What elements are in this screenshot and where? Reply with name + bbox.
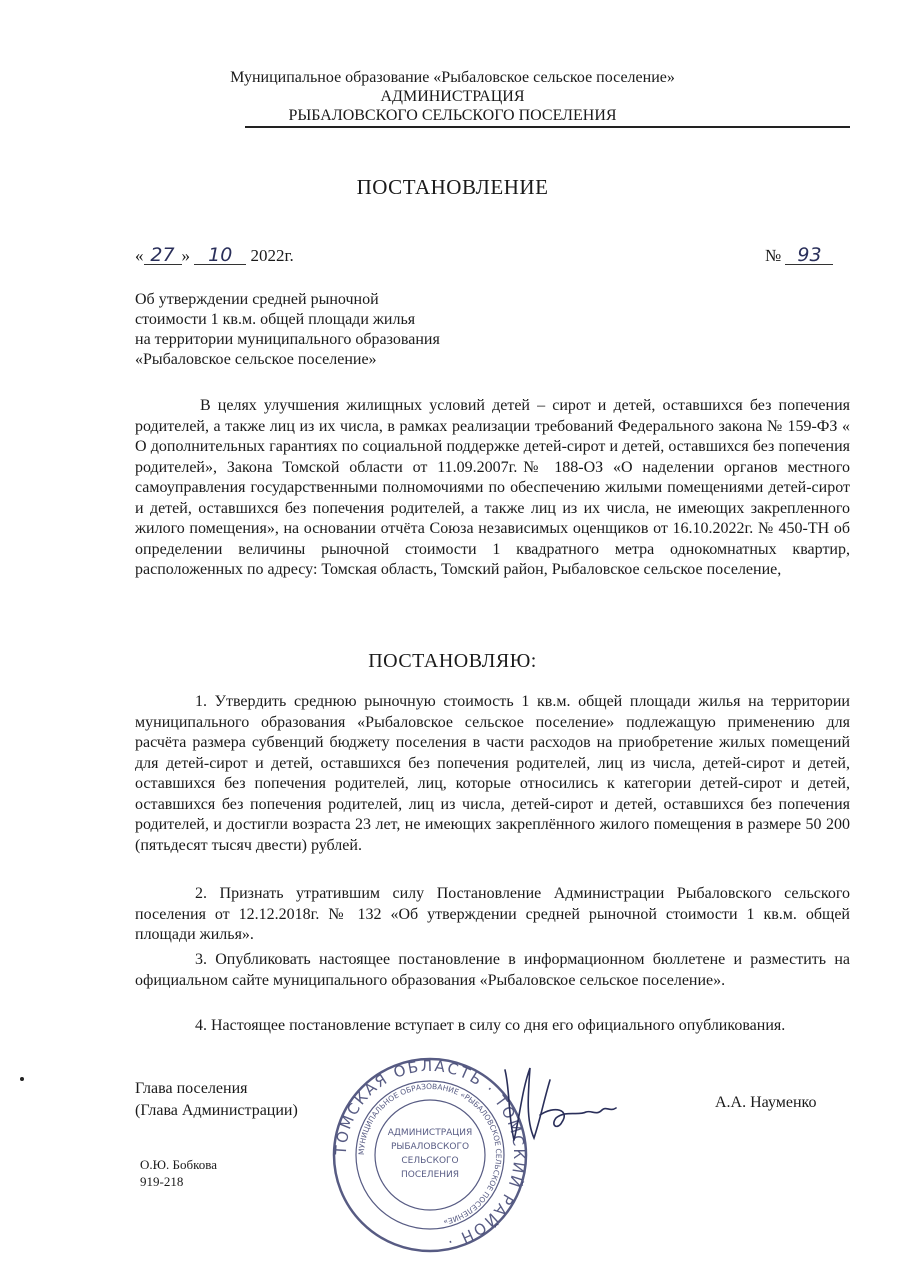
scan-speck: [20, 1077, 24, 1081]
subject-line: на территории муниципального образования: [135, 331, 440, 348]
administration-label: АДМИНИСТРАЦИЯ: [380, 88, 525, 105]
number-label: №: [765, 246, 782, 265]
position-line: Глава поселения: [135, 1080, 248, 1097]
number-value: 93: [785, 246, 833, 265]
municipality-name: Муниципальное образование «Рыбаловское сельское поселение»: [230, 69, 675, 86]
executor-info: [140, 1156, 217, 1190]
signatory-name: А.А. Науменко: [715, 1094, 817, 1111]
stamp-center-line: ПОСЕЛЕНИЯ: [400, 1170, 460, 1180]
date-open-quote: «: [135, 246, 144, 265]
date-year: 2022г.: [250, 246, 294, 265]
document-subject: [135, 290, 440, 370]
subject-line: стоимости 1 кв.м. общей площади жилья: [135, 311, 416, 328]
handwritten-signature: [500, 1060, 620, 1150]
stamp-middle-text: МУНИЦИПАЛЬНОЕ ОБРАЗОВАНИЕ «РЫБАЛОВСКОЕ СЕЛЬСКОЕ ПОСЕЛЕНИЕ»: [356, 1081, 504, 1227]
decree-item-4: 4. Настоящее постановление вступает в силу со дня его официального опубликования.: [195, 1017, 786, 1034]
decree-heading: ПОСТАНОВЛЯЮ:: [368, 650, 537, 672]
subject-line: «Рыбаловское сельское поселение»: [135, 351, 377, 368]
stamp-center-line: СЕЛЬСКОГО: [401, 1156, 459, 1166]
document-number: [765, 246, 833, 266]
document-date: [135, 246, 294, 266]
date-month: 10: [194, 246, 246, 265]
settlement-name: РЫБАЛОВСКОГО СЕЛЬСКОГО ПОСЕЛЕНИЯ: [288, 107, 617, 124]
stamp-outer-text: ТОМСКАЯ ОБЛАСТЬ · ТОМСКИЙ РАЙОН ·: [331, 1056, 529, 1252]
executor-phone: 919-218: [140, 1174, 184, 1189]
letterhead: [0, 68, 905, 125]
decree-item-2: 2. Признать утратившим силу Постановление Администрации Рыбаловского сельского поселения от 12.12.2018г. № 132 «Об утверждении средней рыночной стоимости 1 кв.м. общей площади жилья».: [135, 885, 850, 943]
position-line: (Глава Администрации): [135, 1102, 298, 1119]
stamp-center-line: АДМИНИСТРАЦИЯ: [387, 1128, 473, 1138]
preamble-paragraph: В целях улучшения жилищных условий детей – сирот и детей, оставшихся без попечения родителей, а также лиц из их числа, в рамках реализации требований Федерального закона № 159-ФЗ « О дополнительных гарантиях по социальной поддержке детей-сирот и детей, оставшихся без попечения родителей», Закона Томской области от 11.09.2007г.№ 188-ОЗ «О наделении органов местного самоуправления государственными полномочиями по обеспечению жилыми помещениями детей-сирот и детей, оставшихся без попечения родителей, а также лиц из их числа, не имеющих закрепленного жилого помещения», на основании отчёта Союза независимых оценщиков от 16.10.2022г. № 450-ТН об определении величины рыночной стоимости 1 квадратного метра однокомнатных квартир, расположенных по адресу: Томская область, Томский район, Рыбаловское сельское поселение,: [135, 397, 850, 578]
date-close-quote: »: [181, 246, 190, 265]
date-day: 27: [144, 246, 182, 265]
subject-line: Об утверждении средней рыночной: [135, 291, 379, 308]
decree-item-1: 1. Утвердить среднюю рыночную стоимость 1 кв.м. общей площади жилья на территории муниципального образования «Рыбаловское сельское поселение» подлежащую применению для расчёта размера субвенций бюджету поселения в части расходов на приобретение жилых помещений для детей-сирот и детей, оставшихся без попечения родителей, лиц из числа, детей-сирот и детей, оставшихся без попечения родителей, лиц, которые относились к категории детей-сирот и детей, оставшихся без попечения родителей, лиц из числа, детей-сирот и детей, оставшихся без попечения родителей, и достигли возраста 23 лет, не имеющих закреплённого жилого помещения в размере 50 200 (пятьдесят тысяч двести) рублей.: [135, 693, 850, 854]
stamp-center-line: РЫБАЛОВСКОГО: [390, 1142, 470, 1152]
signatory-position: [135, 1078, 298, 1122]
document-title: ПОСТАНОВЛЕНИЕ: [356, 175, 549, 199]
decree-item-3: 3. Опубликовать настоящее постановление в информационном бюллетене и разместить на официальном сайте муниципального образования «Рыбаловское сельское поселение».: [135, 951, 850, 989]
header-divider: [245, 126, 850, 128]
executor-name: О.Ю. Бобкова: [140, 1157, 217, 1172]
